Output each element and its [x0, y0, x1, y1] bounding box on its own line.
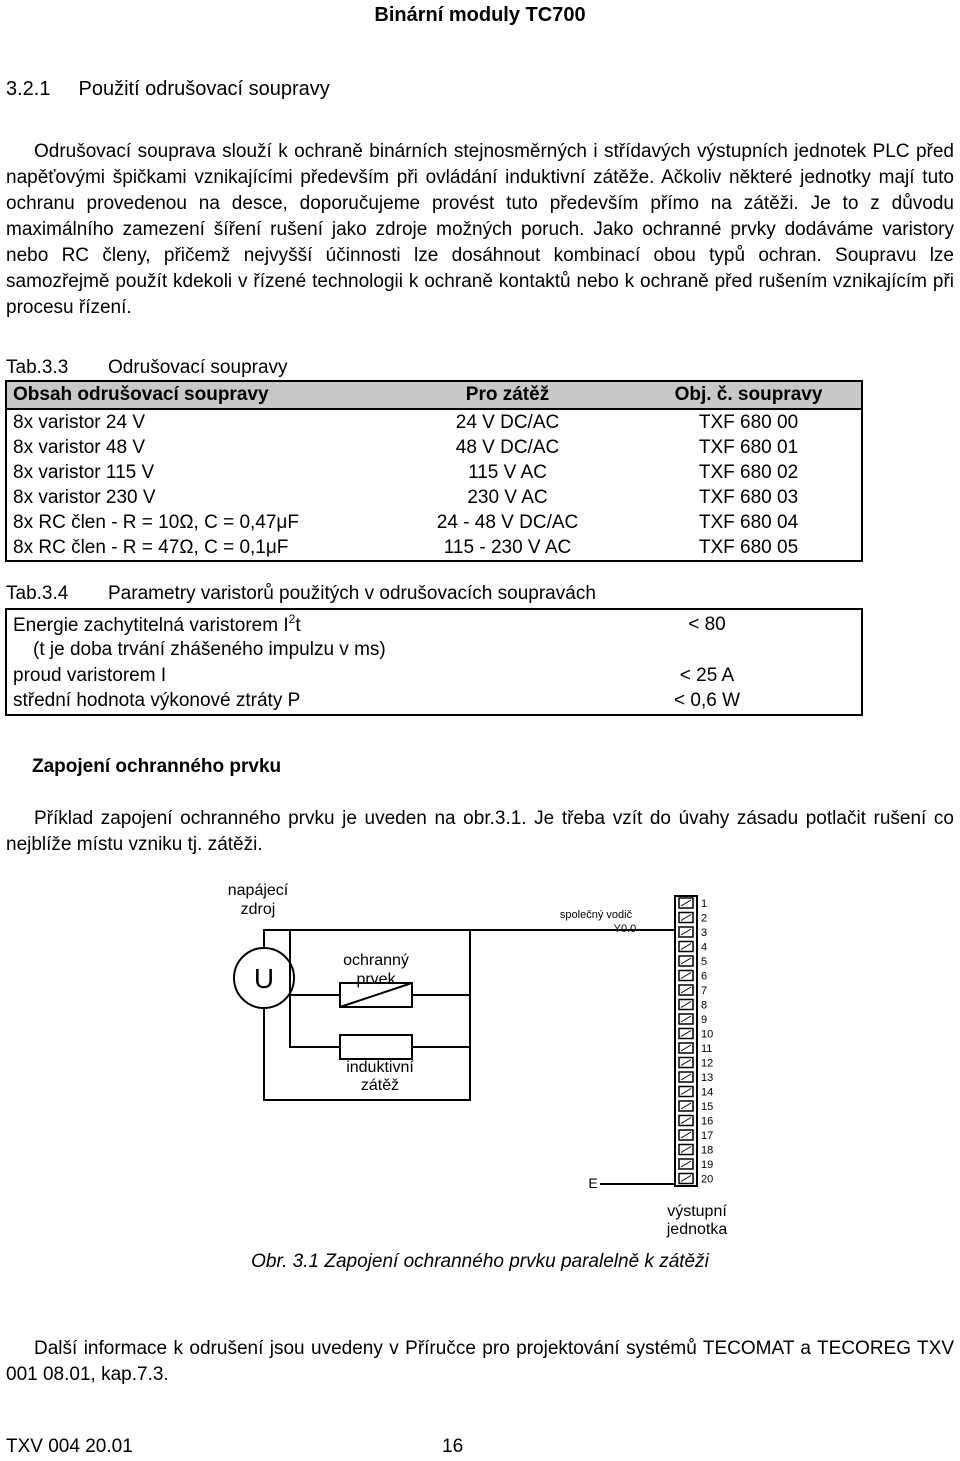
table-row — [6, 435, 862, 460]
varistor-params-table — [5, 608, 863, 716]
terminal-number: 18 — [701, 1144, 714, 1157]
param-current-value: < 25 A — [679, 665, 735, 686]
terminal-number: 12 — [701, 1057, 714, 1070]
cell-load: 24 V DC/AC — [455, 411, 560, 433]
wiring-text: Příklad zapojení ochranného prvku je uveden na obr.3.1. Je třeba vzít do úvahy zásadu potlačit rušení co nejblíže místu vzniku tj. zátěži. — [6, 808, 954, 855]
further-info-paragraph — [6, 1336, 954, 1388]
terminal-number: 15 — [701, 1101, 714, 1113]
cell-load: 115 - 230 V AC — [443, 536, 572, 558]
terminal-number: 4 — [701, 941, 708, 954]
section-heading — [6, 78, 330, 101]
table-header-row — [6, 381, 862, 409]
cell-content: 8x varistor 115 V — [13, 461, 155, 483]
table-row — [6, 535, 862, 561]
cell-content: 8x RC člen - R = 47Ω, C = 0,1μF — [13, 536, 289, 558]
terminal-number: 16 — [701, 1115, 714, 1128]
common-conductor-label: společný vodič — [559, 909, 633, 921]
cell-order-no: TXF 680 00 — [698, 411, 799, 433]
cell-content: 8x varistor 24 V — [13, 411, 145, 433]
table-3-3-caption — [6, 357, 288, 379]
terminal-number: 11 — [701, 1043, 713, 1055]
terminal-number: 7 — [701, 985, 708, 997]
subheading: Zapojení ochranného prvku — [32, 756, 282, 777]
output-unit-label-2: jednotka — [666, 1221, 728, 1238]
terminal-number: 14 — [701, 1086, 714, 1099]
figure-caption: Obr. 3.1 Zapojení ochranného prvku paralelně k zátěži — [251, 1251, 709, 1272]
param-power-label: střední hodnota výkonové ztráty P — [13, 690, 301, 711]
supply-label-2: zdroj — [240, 901, 276, 918]
terminal-number: 8 — [701, 999, 708, 1012]
param-power-value: < 0,6 W — [674, 690, 740, 711]
wiring-diagram — [0, 870, 960, 1250]
terminal-number: 3 — [701, 927, 708, 939]
protection-label-2: prvek — [356, 971, 396, 988]
param-note: (t je doba trvání zhášeného impulzu v ms) — [33, 639, 386, 660]
terminal-number: 5 — [701, 956, 708, 968]
cell-load: 230 V AC — [467, 486, 548, 508]
load-label-2: zátěž — [360, 1077, 400, 1094]
table-3-3-title: Odrušovací soupravy — [108, 357, 288, 378]
table-row — [6, 510, 862, 535]
terminal-number: 20 — [701, 1173, 714, 1186]
load-element — [340, 1035, 412, 1059]
terminal-number: 10 — [701, 1028, 714, 1041]
cell-content: 8x varistor 48 V — [13, 436, 145, 458]
cell-order-no: TXF 680 03 — [698, 486, 799, 508]
terminal-number: 6 — [701, 970, 708, 983]
cell-order-no: TXF 680 02 — [698, 461, 799, 483]
intro-paragraph — [6, 139, 954, 321]
col-header-order-no: Obj. č. soupravy — [636, 381, 862, 409]
param-row-energy — [13, 612, 301, 637]
col-header-load: Pro zátěž — [379, 381, 636, 409]
table-3-3-label: Tab.3.3 — [6, 357, 69, 378]
cell-load: 115 V AC — [468, 461, 547, 483]
suppression-kits-table — [5, 380, 863, 562]
terminal-number: 9 — [701, 1014, 708, 1026]
protection-label-1: ochranný — [343, 952, 409, 969]
source-symbol: U — [253, 963, 275, 994]
table-3-4-title: Parametry varistorů použitých v odrušovacích soupravách — [108, 583, 596, 604]
section-title: Použití odrušovací soupravy — [78, 78, 330, 100]
terminal-number: 17 — [701, 1130, 714, 1142]
terminal-number: 13 — [701, 1072, 714, 1084]
table-3-4-label: Tab.3.4 — [6, 583, 69, 604]
terminal-number: 19 — [701, 1159, 714, 1171]
terminal-number: 1 — [701, 898, 708, 910]
param-current-label: proud varistorem I — [13, 665, 167, 686]
col-header-content: Obsah odrušovací soupravy — [6, 381, 379, 409]
wiring-paragraph — [6, 806, 954, 858]
cell-content: 8x varistor 230 V — [13, 486, 156, 508]
table-row — [6, 485, 862, 510]
further-info-text: Další informace k odrušení jsou uvedeny v Příručce pro projektování systémů TECOMAT a TECOREG TXV 001 08.01, kap.7.3. — [6, 1338, 954, 1385]
footer-doc-number: TXV 004 20.01 — [6, 1436, 133, 1457]
section-number: 3.2.1 — [6, 78, 51, 100]
load-label-1: induktivní — [346, 1059, 414, 1076]
cell-load: 48 V DC/AC — [455, 436, 560, 458]
param-energy-sup: 2 — [288, 612, 296, 626]
common-conductor-code: Y0.0 — [613, 923, 637, 935]
table-row — [6, 460, 862, 485]
cell-content: 8x RC člen - R = 10Ω, C = 0,47μF — [13, 511, 299, 533]
page-number: 16 — [442, 1436, 464, 1457]
running-header: Binární moduly TC700 — [374, 4, 586, 26]
cell-order-no: TXF 680 05 — [698, 536, 799, 558]
cell-load: 24 - 48 V DC/AC — [436, 511, 579, 533]
supply-label-1: napájecí — [227, 882, 289, 899]
page-footer — [6, 1436, 464, 1458]
param-energy-label: Energie zachytitelná varistorem I — [13, 615, 289, 636]
ground-label: E — [588, 1175, 598, 1191]
terminal-number: 2 — [701, 912, 708, 925]
param-energy-value: < 80 — [688, 614, 726, 635]
param-energy-tail: t — [295, 615, 301, 636]
table-row — [6, 409, 862, 435]
intro-text: Odrušovací souprava slouží k ochraně binárních stejnosměrných i střídavých výstupních jednotek PLC před napěťovými špičkami vznikajícími především při ovládání induktivní zátěže. Ačkoliv některé jednotky mají tuto ochranu provedenou na desce, doporučujeme provést tuto především přímo na zátěži. Je to z důvodu maximálního zamezení šíření rušení jako zdroje možných poruch. Jako ochranné prvky dodáváme varistory nebo RC členy, přičemž nejvyšší účinnosti lze dosáhnout kombinací obou typů ochran. Soupravu lze samozřejmě použít kdekoli v řízené technologii k ochraně kontaktů nebo k ochraně před rušením vznikajícím při procesu řízení. — [6, 141, 954, 318]
output-unit-label-1: výstupní — [667, 1203, 727, 1220]
cell-order-no: TXF 680 01 — [698, 436, 799, 458]
cell-order-no: TXF 680 04 — [698, 511, 799, 533]
table-3-4-caption — [6, 583, 596, 605]
